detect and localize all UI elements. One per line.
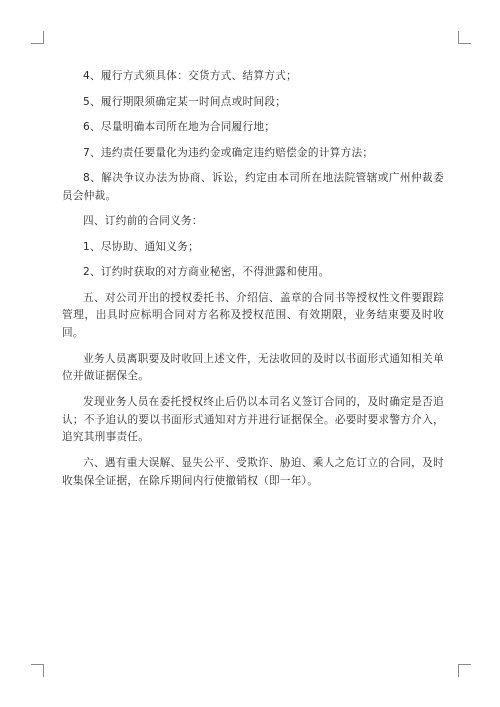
paragraph-obligation-1: 1、尽协助、通知义务； [83, 240, 199, 253]
crop-mark-bottom-right [458, 664, 471, 677]
crop-mark-bottom-left [31, 664, 44, 677]
crop-mark-top-left [31, 31, 44, 44]
paragraph-item-8: 8、解决争议办法为协商、诉讼，约定由本司所在地法院管辖或广州仲裁委员会仲裁。 [62, 172, 444, 202]
document-body [62, 68, 444, 498]
paragraph-item-5: 5、履行期限须确定某一时间点或时间段； [83, 95, 287, 108]
section-heading-4: 四、订约前的合同义务： [83, 215, 203, 227]
paragraph-item-7: 7、违约责任要量化为违约金或确定违约赔偿金的计算方法； [83, 146, 374, 159]
paragraph-staff-departure: 业务人员离职要及时收回上述文件，无法收回的及时以书面形式通知相关单位并做证据保全。 [62, 352, 444, 382]
section-5-paragraph: 五、对公司开出的授权委托书、介绍信、盖章的合同书等授权性文件要跟踪管理，出具时应标明合同对方名称及授权范围、有效期限，业务结束要及时收回。 [62, 291, 444, 339]
paragraph-item-4: 4、履行方式须具体：交货方式、结算方式； [83, 70, 298, 82]
crop-mark-top-right [458, 31, 471, 44]
section-6-paragraph: 六、遇有重大误解、显失公平、受欺诈、胁迫、乘人之危订立的合同，及时收集保全证据，在除斥期间内行使撤销权（即一年）。 [62, 457, 444, 487]
paragraph-unauthorized-contract: 发现业务人员在委托授权终止后仍以本司名义签订合同的，及时确定是否追认；不予追认的要以书面形式通知对方并进行证据保全。必要时要求警方介入，追究其刑事责任。 [62, 396, 444, 443]
paragraph-item-6: 6、尽量明确本司所在地为合同履行地； [83, 121, 276, 133]
paragraph-obligation-2: 2、订约时获取的对方商业秘密，不得泄露和使用。 [83, 266, 330, 278]
